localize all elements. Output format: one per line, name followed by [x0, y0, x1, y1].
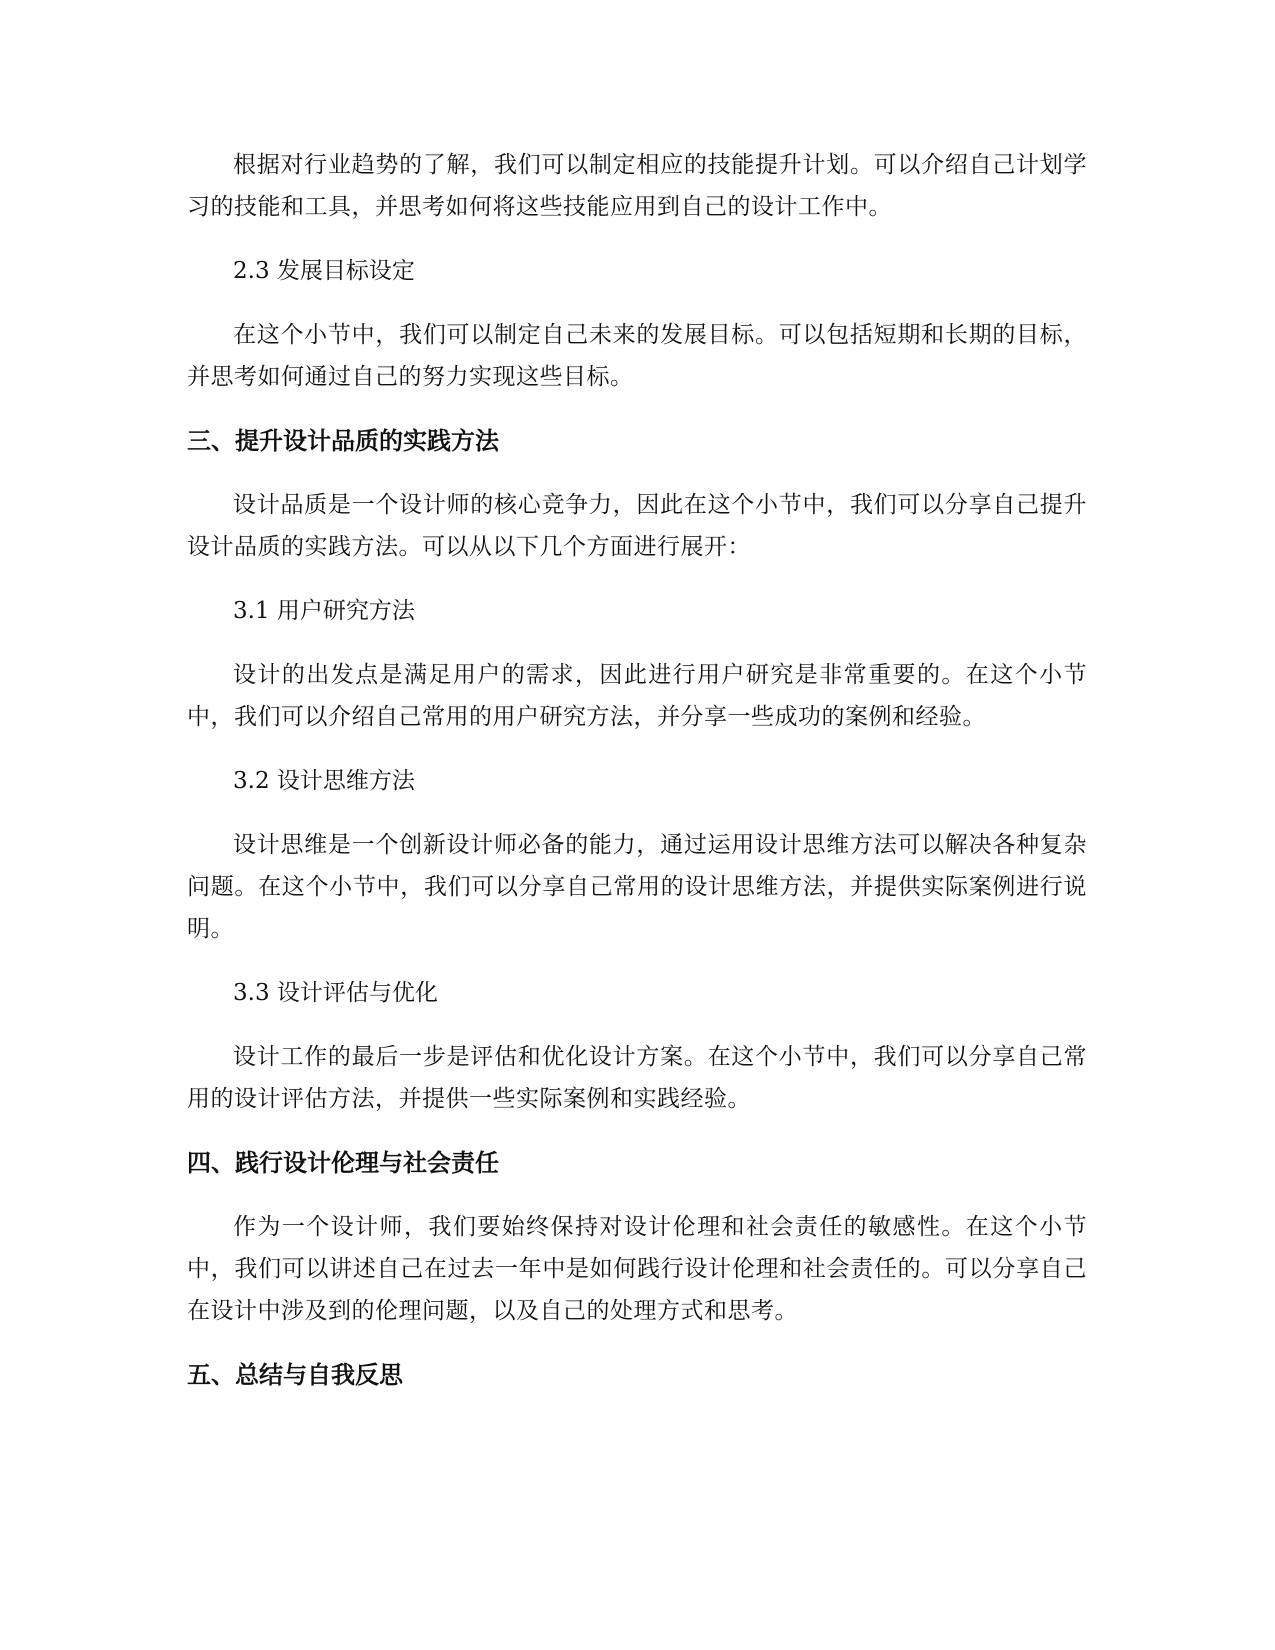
subheading-3-2: 3.2 设计思维方法 — [233, 768, 415, 794]
paragraph-design-quality: 设计品质是一个设计师的核心竞争力，因此在这个小节中，我们可以分享自己提升设计品质的实践方法。可以从以下几个方面进行展开： — [187, 492, 1087, 560]
subheading-3-1: 3.1 用户研究方法 — [233, 598, 415, 624]
subheading-3-3: 3.3 设计评估与优化 — [233, 980, 438, 1006]
paragraph-goals: 在这个小节中，我们可以制定自己未来的发展目标。可以包括短期和长期的目标，并思考如何通过自己的努力实现这些目标。 — [187, 322, 1087, 390]
document-body — [187, 144, 1087, 1418]
paragraph-evaluation: 设计工作的最后一步是评估和优化设计方案。在这个小节中，我们可以分享自己常用的设计评估方法，并提供一些实际案例和实践经验。 — [187, 1044, 1087, 1112]
paragraph-user-research: 设计的出发点是满足用户的需求，因此进行用户研究是非常重要的。在这个小节中，我们可以介绍自己常用的用户研究方法，并分享一些成功的案例和经验。 — [187, 662, 1087, 730]
paragraph-design-thinking: 设计思维是一个创新设计师必备的能力，通过运用设计思维方法可以解决各种复杂问题。在这个小节中，我们可以分享自己常用的设计思维方法，并提供实际案例进行说明。 — [187, 832, 1087, 942]
section-heading-3: 三、提升设计品质的实践方法 — [187, 427, 499, 455]
section-heading-4: 四、践行设计伦理与社会责任 — [187, 1149, 499, 1177]
section-heading-5: 五、总结与自我反思 — [187, 1361, 403, 1389]
paragraph-ethics: 作为一个设计师，我们要始终保持对设计伦理和社会责任的敏感性。在这个小节中，我们可以讲述自己在过去一年中是如何践行设计伦理和社会责任的。可以分享自己在设计中涉及到的伦理问题，以及自己的处理方式和思考。 — [187, 1214, 1087, 1324]
paragraph-skill-plan: 根据对行业趋势的了解，我们可以制定相应的技能提升计划。可以介绍自己计划学习的技能和工具，并思考如何将这些技能应用到自己的设计工作中。 — [187, 152, 1087, 220]
subheading-2-3: 2.3 发展目标设定 — [233, 258, 415, 284]
